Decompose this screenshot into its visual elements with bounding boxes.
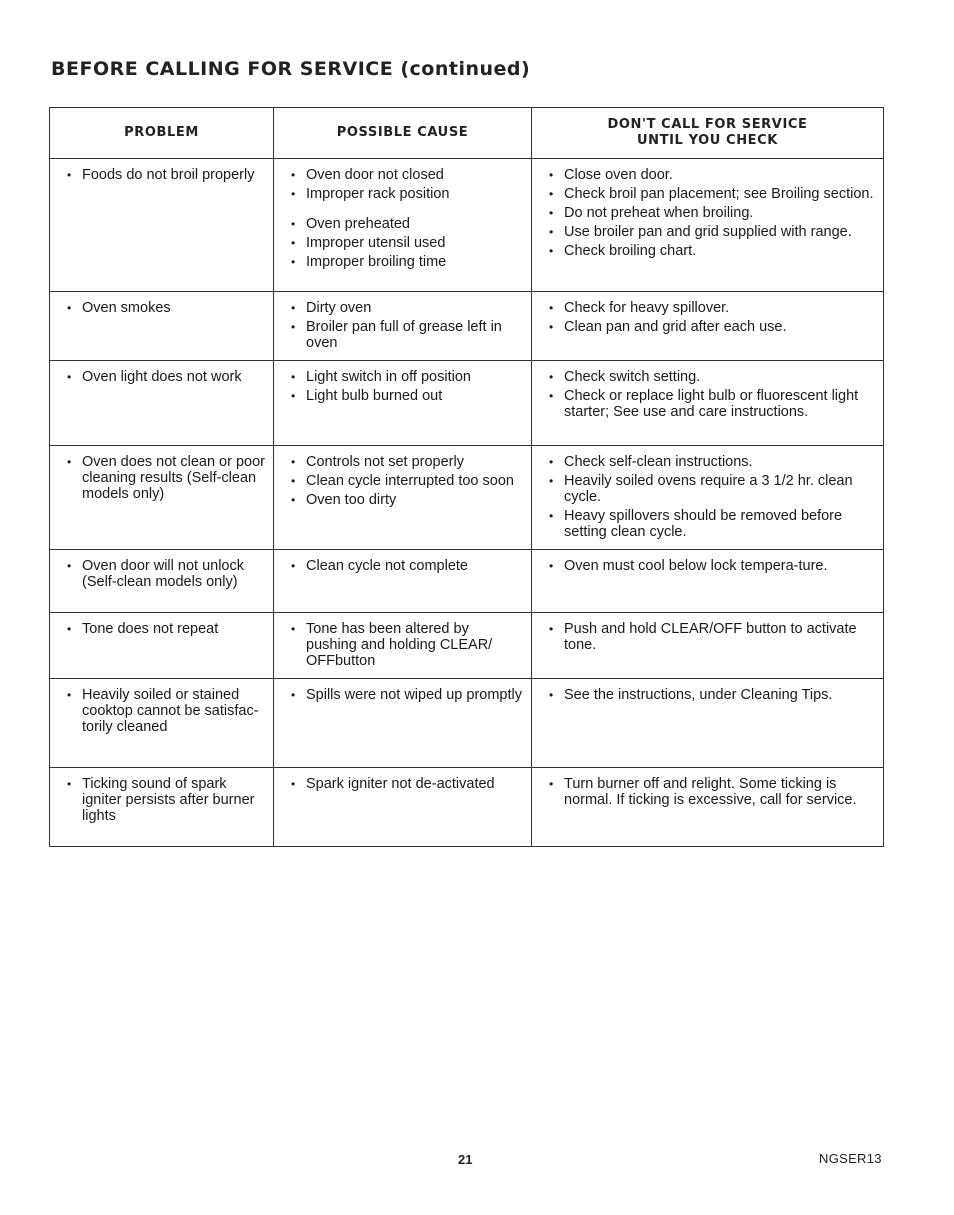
check-cell — [532, 768, 884, 847]
problem-item: • Foods do not broil properly — [58, 167, 265, 183]
check-item: • Close oven door. — [540, 167, 875, 183]
check-item: • Check switch setting. — [540, 369, 875, 385]
problem-cell — [50, 613, 274, 679]
check-item: • Check self-clean instructions. — [540, 454, 875, 470]
check-cell — [532, 679, 884, 768]
problem-item: • Oven light does not work — [58, 369, 265, 385]
table-row — [50, 613, 884, 679]
table-row — [50, 361, 884, 446]
cause-cell — [274, 679, 532, 768]
cause-item: • Oven too dirty — [282, 492, 523, 508]
problem-cell — [50, 446, 274, 550]
problem-item: • Tone does not repeat — [58, 621, 265, 637]
cause-item: • Dirty oven — [282, 300, 523, 316]
problem-item: • Oven does not clean or poor cleaning results (Self-clean models only) — [58, 454, 265, 502]
table-row — [50, 768, 884, 847]
header-dont-call-line2: UNTIL YOU CHECK — [637, 133, 778, 148]
check-item: • Use broiler pan and grid supplied with range. — [540, 224, 875, 240]
check-item: • Heavily soiled ovens require a 3 1/2 hr. clean cycle. — [540, 473, 875, 505]
cause-item: • Clean cycle interrupted too soon — [282, 473, 523, 489]
cause-item: • Tone has been altered by pushing and holding CLEAR/ OFFbutton — [282, 621, 523, 669]
problem-cell — [50, 159, 274, 292]
check-cell — [532, 613, 884, 679]
problem-cell — [50, 361, 274, 446]
cause-item: • Light bulb burned out — [282, 388, 523, 404]
check-item: • Check broil pan placement; see Broiling section. — [540, 186, 875, 202]
table-header-row — [50, 108, 884, 159]
table-row — [50, 679, 884, 768]
check-item: • Oven must cool below lock tempera-ture. — [540, 558, 875, 574]
check-cell — [532, 446, 884, 550]
header-problem: PROBLEM — [50, 108, 274, 159]
check-cell — [532, 361, 884, 446]
check-item: • Check for heavy spillover. — [540, 300, 875, 316]
problem-cell — [50, 292, 274, 361]
check-item: • Do not preheat when broiling. — [540, 205, 875, 221]
document-code: NGSER13 — [819, 1151, 882, 1166]
table-row — [50, 446, 884, 550]
page-number: 21 — [458, 1152, 473, 1167]
header-dont-call-line1: DON'T CALL FOR SERVICE — [607, 117, 808, 132]
cause-cell — [274, 292, 532, 361]
check-item: • Clean pan and grid after each use. — [540, 319, 875, 335]
cause-item: • Light switch in off position — [282, 369, 523, 385]
page-title: BEFORE CALLING FOR SERVICE (continued) — [51, 58, 531, 80]
header-possible-cause: POSSIBLE CAUSE — [274, 108, 532, 159]
problem-item: • Ticking sound of spark igniter persists after burner lights — [58, 776, 265, 824]
header-dont-call — [532, 108, 884, 159]
cause-cell — [274, 446, 532, 550]
table-row — [50, 159, 884, 292]
problem-cell — [50, 679, 274, 768]
check-item: • Push and hold CLEAR/OFF button to activate tone. — [540, 621, 875, 653]
problem-cell — [50, 768, 274, 847]
check-cell — [532, 292, 884, 361]
check-item: • Check broiling chart. — [540, 243, 875, 259]
cause-item: • Improper broiling time — [282, 254, 523, 270]
check-cell — [532, 159, 884, 292]
check-item: • Heavy spillovers should be removed before setting clean cycle. — [540, 508, 875, 540]
cause-cell — [274, 768, 532, 847]
cause-item: • Improper utensil used — [282, 235, 523, 251]
cause-item: • Broiler pan full of grease left in oven — [282, 319, 523, 351]
table-row — [50, 292, 884, 361]
table-row — [50, 550, 884, 613]
cause-item: • Clean cycle not complete — [282, 558, 523, 574]
check-cell — [532, 550, 884, 613]
cause-cell — [274, 550, 532, 613]
troubleshooting-table — [49, 107, 884, 847]
cause-cell — [274, 159, 532, 292]
cause-item: • Improper rack position — [282, 186, 523, 202]
cause-cell — [274, 361, 532, 446]
check-item: • Check or replace light bulb or fluorescent light starter; See use and care instructions. — [540, 388, 875, 420]
check-item: • Turn burner off and relight. Some ticking is normal. If ticking is excessive, call for service. — [540, 776, 875, 808]
problem-item: • Oven smokes — [58, 300, 265, 316]
cause-item: • Controls not set properly — [282, 454, 523, 470]
problem-cell — [50, 550, 274, 613]
cause-item: • Spark igniter not de-activated — [282, 776, 523, 792]
cause-cell — [274, 613, 532, 679]
check-item: • See the instructions, under Cleaning Tips. — [540, 687, 875, 703]
cause-item: • Spills were not wiped up promptly — [282, 687, 523, 703]
cause-item: • Oven preheated — [282, 216, 523, 232]
cause-item: • Oven door not closed — [282, 167, 523, 183]
problem-item: • Heavily soiled or stained cooktop cannot be satisfac-torily cleaned — [58, 687, 265, 735]
problem-item: • Oven door will not unlock (Self-clean models only) — [58, 558, 265, 590]
